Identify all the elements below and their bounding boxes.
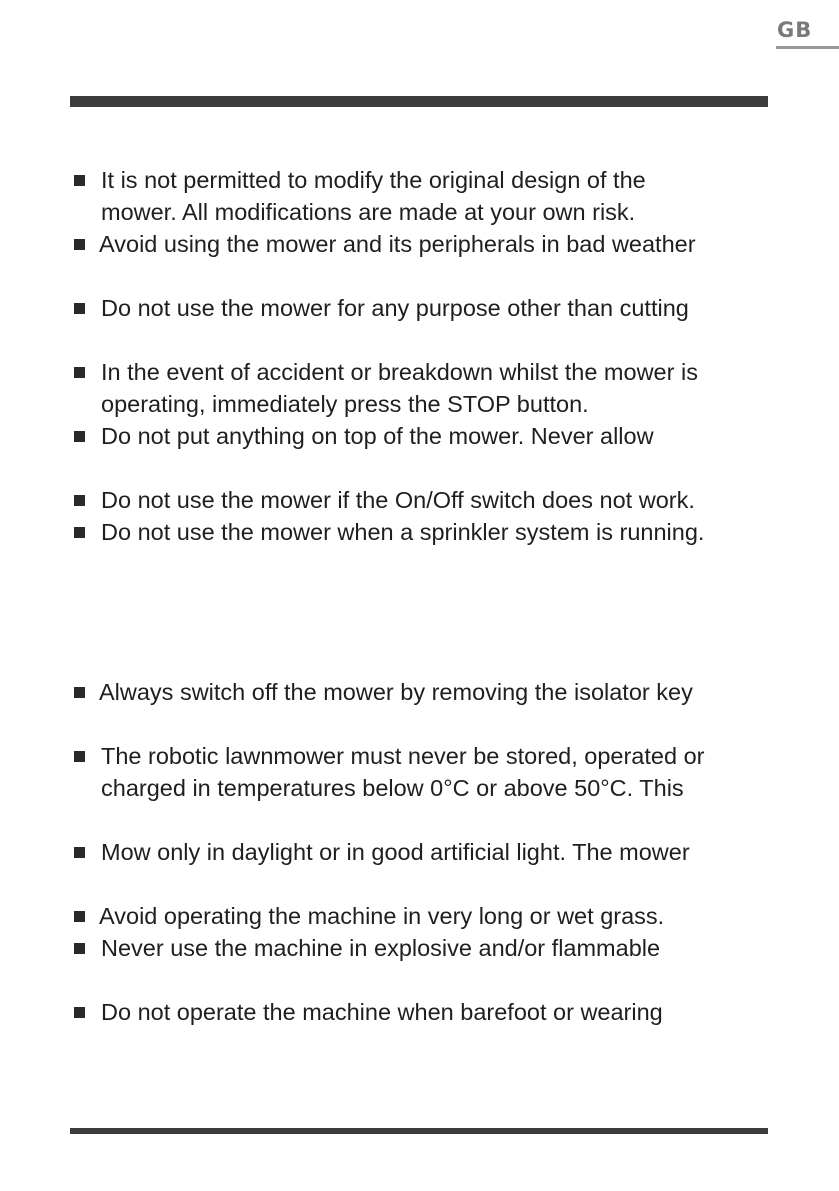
list-item-text: Never use the machine in explosive and/or flammable	[101, 935, 661, 961]
square-bullet-icon	[74, 175, 85, 186]
list-item-text: Avoid using the mower and its peripherals in bad weather	[99, 231, 696, 257]
square-bullet-icon	[74, 1007, 85, 1018]
list-item-text: mower. All modifications are made at your own risk.	[101, 199, 636, 225]
square-bullet-icon	[74, 943, 85, 954]
footer-rule	[70, 1128, 768, 1134]
language-underline	[776, 46, 839, 49]
square-bullet-icon	[74, 431, 85, 442]
list-item-text: Always switch off the mower by removing the isolator key	[99, 679, 693, 705]
square-bullet-icon	[74, 303, 85, 314]
list-item-text: In the event of accident or breakdown whilst the mower is	[101, 359, 698, 385]
square-bullet-icon	[74, 751, 85, 762]
square-bullet-icon	[74, 911, 85, 922]
list-item-text: The robotic lawnmower must never be stored, operated or	[101, 743, 705, 769]
list-item-text: operating, immediately press the STOP button.	[101, 391, 589, 417]
list-item-text: Do not operate the machine when barefoot or wearing	[101, 999, 663, 1025]
list-item-text: Do not use the mower for any purpose other than cutting	[101, 295, 689, 321]
square-bullet-icon	[74, 687, 85, 698]
list-item-text: It is not permitted to modify the original design of the	[101, 167, 646, 193]
square-bullet-icon	[74, 495, 85, 506]
list-item-text: Mow only in daylight or in good artificial light. The mower	[101, 839, 690, 865]
square-bullet-icon	[74, 527, 85, 538]
list-item-text: Do not put anything on top of the mower. Never allow	[101, 423, 654, 449]
language-code: GB	[777, 18, 813, 42]
list-item-text: Do not use the mower if the On/Off switch does not work.	[101, 487, 695, 513]
square-bullet-icon	[74, 239, 85, 250]
square-bullet-icon	[74, 367, 85, 378]
square-bullet-icon	[74, 847, 85, 858]
section-header-bar	[70, 96, 768, 107]
list-item-text: Do not use the mower when a sprinkler system is running.	[101, 519, 705, 545]
list-item-text: charged in temperatures below 0°C or above 50°C. This	[101, 775, 684, 801]
list-item-text: Avoid operating the machine in very long or wet grass.	[99, 903, 665, 929]
